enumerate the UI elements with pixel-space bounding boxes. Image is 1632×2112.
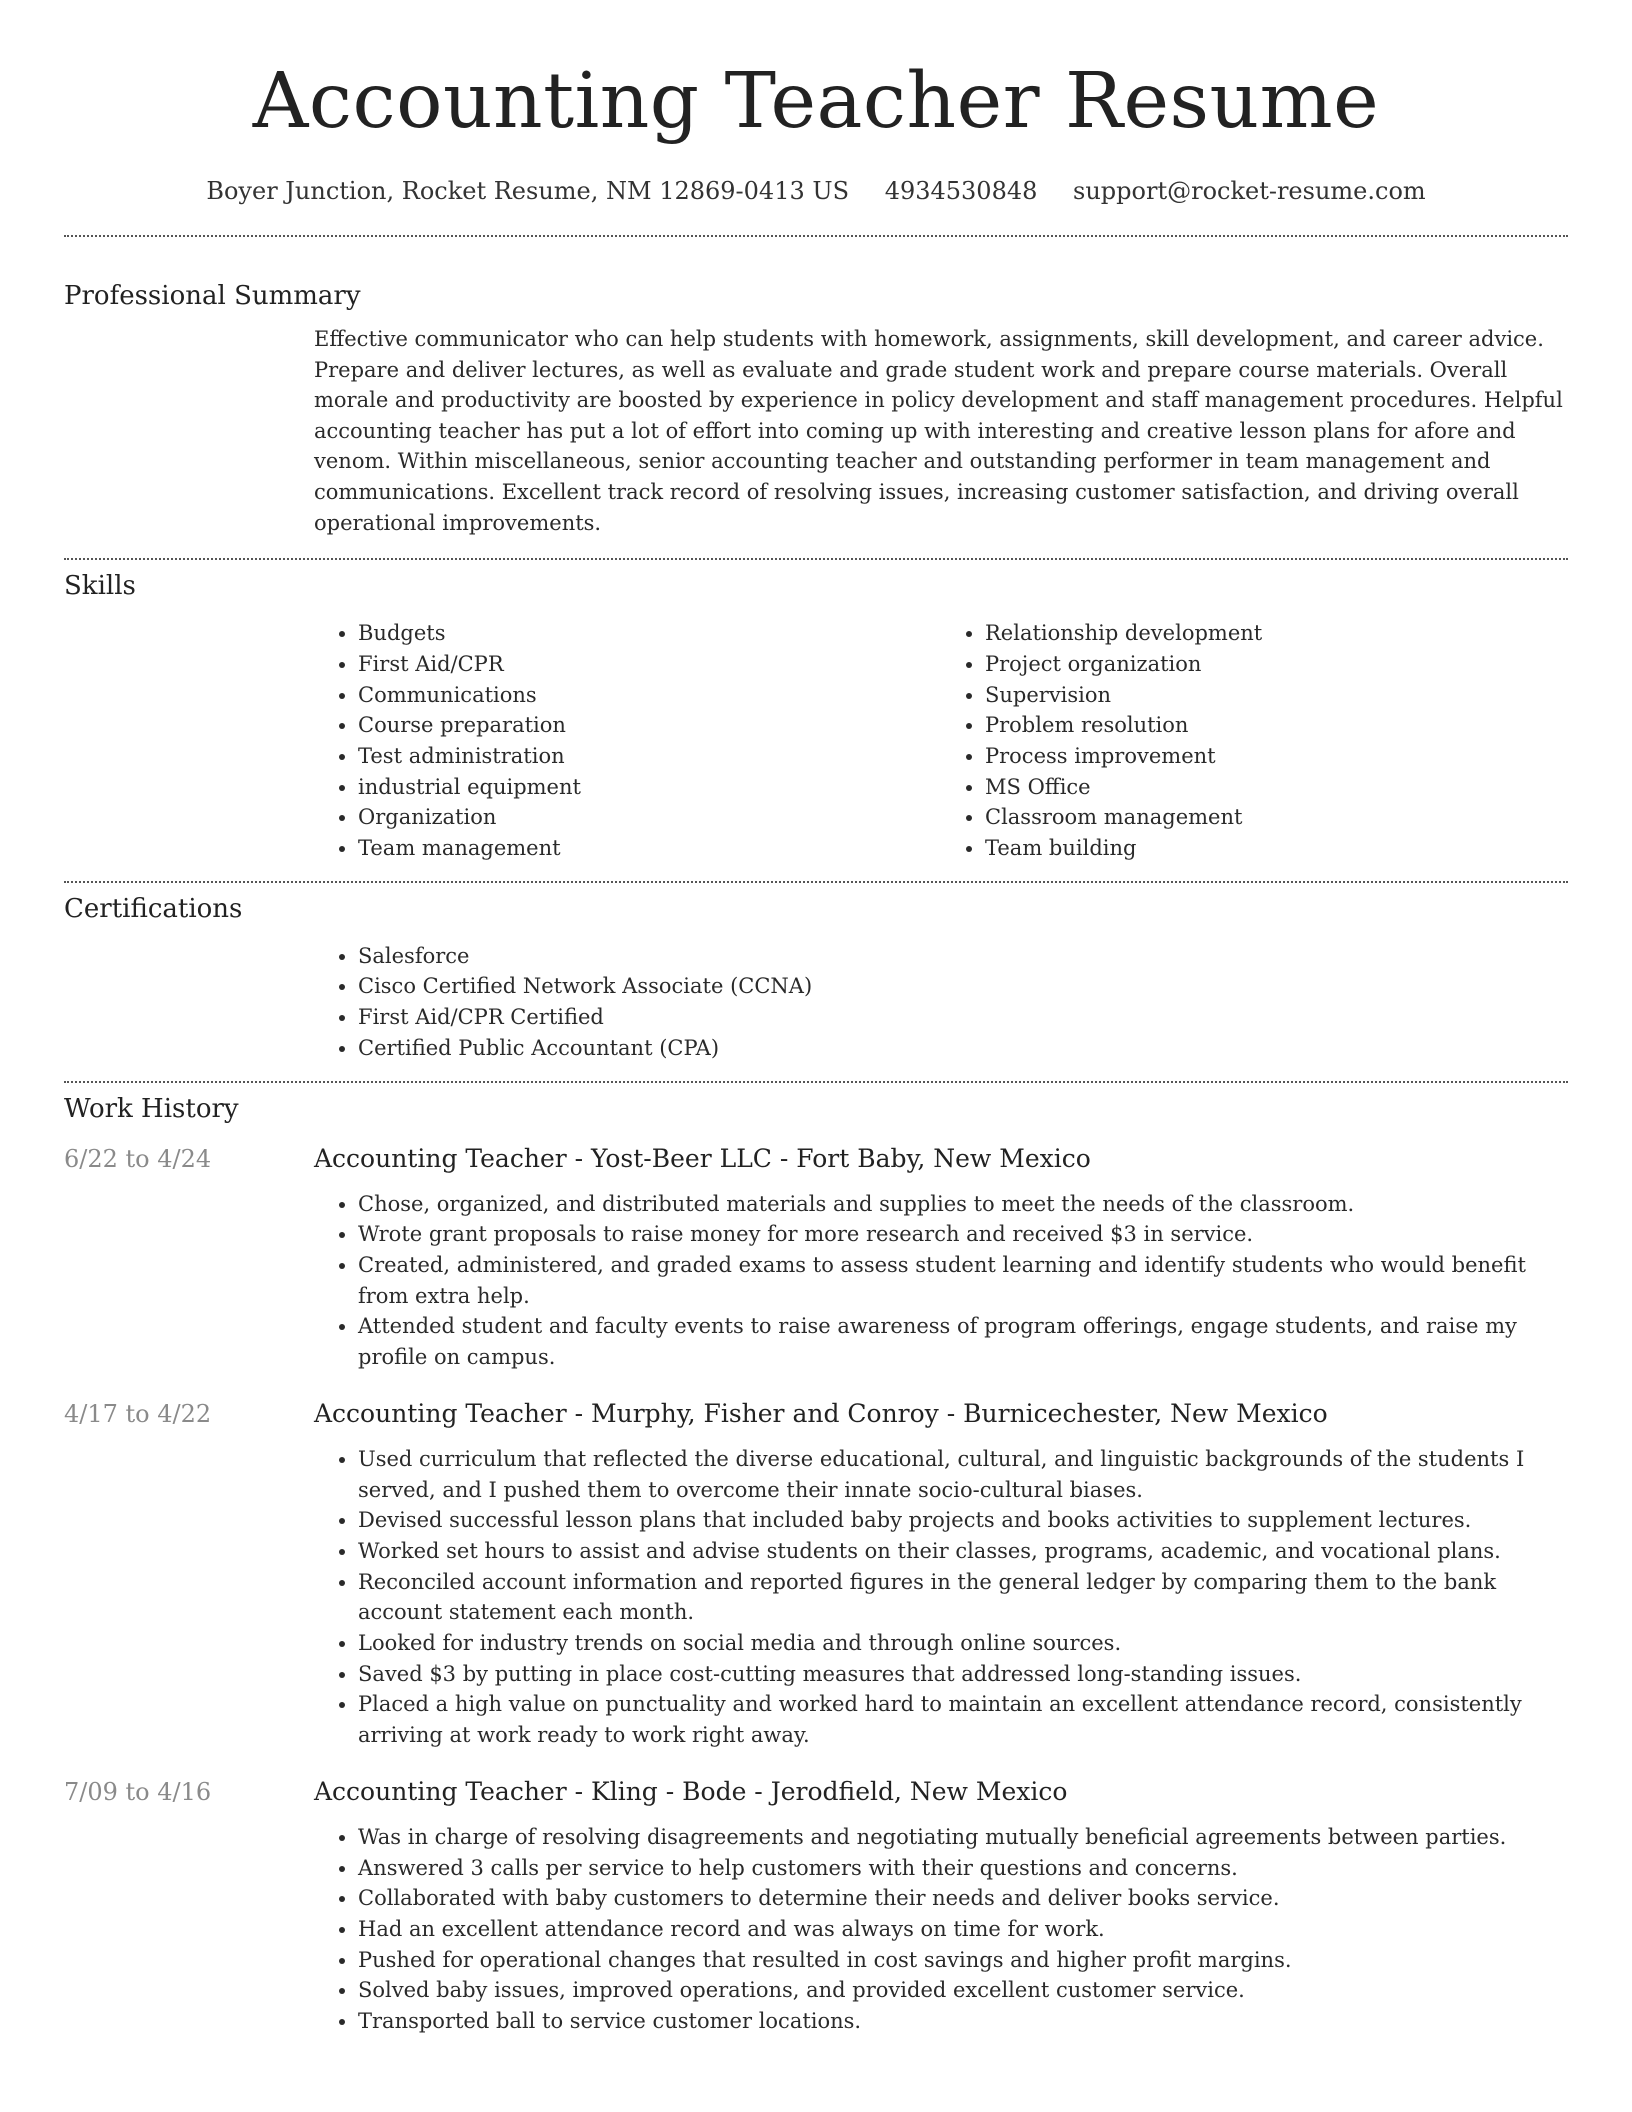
skill-item: • Test administration [358,741,941,772]
job-duty-item: • Placed a high value on punctuality and worked hard to maintain an excellent attendance record, consistently arriving at work ready to work right away. [358,1689,1568,1750]
work-history-heading: Work History [64,1093,239,1124]
job-title: Accounting Teacher - Kling - Bode - Jerodfield, New Mexico [314,1776,1068,1806]
section-divider [64,235,1568,237]
job-duty-item: • Used curriculum that reflected the diverse educational, cultural, and linguistic backgrounds of the students I served, and I pushed them to overcome their innate socio-cultural biases. [358,1444,1568,1505]
job-duty-item: • Solved baby issues, improved operations, and provided excellent customer service. [358,1975,1568,2006]
job-duty-item: • Looked for industry trends on social media and through online sources. [358,1628,1568,1659]
section-divider [64,1081,1568,1083]
contact-email: support@rocket-resume.com [1073,177,1426,205]
skill-item: • MS Office [985,772,1568,803]
job-duty-item: • Worked set hours to assist and advise students on their classes, programs, academic, and vocational plans. [358,1536,1568,1567]
job-header [64,1774,1568,1810]
job-header [64,1141,1568,1177]
job-duties-list [314,1444,1568,1751]
skill-item: • Organization [358,802,941,833]
job-header [64,1396,1568,1432]
certification-item: • Certified Public Accountant (CPA) [358,1033,1568,1064]
certifications-list [314,941,1568,1064]
skill-item: • First Aid/CPR [358,649,941,680]
job-title: Accounting Teacher - Yost-Beer LLC - Fort Baby, New Mexico [314,1143,1091,1173]
job-dates: 6/22 to 4/24 [64,1144,212,1173]
skills-section [64,566,1568,864]
job-duty-item: • Chose, organized, and distributed materials and supplies to meet the needs of the classroom. [358,1189,1568,1220]
certification-item: • Salesforce [358,941,1568,972]
skill-item: • Process improvement [985,741,1568,772]
resume-page [64,0,1568,2037]
skill-item: • Communications [358,680,941,711]
job-duty-item: • Had an excellent attendance record and was always on time for work. [358,1914,1568,1945]
job-duty-item: • Saved $3 by putting in place cost-cutting measures that addressed long-standing issues. [358,1659,1568,1690]
job-entry [64,1396,1568,1751]
jobs-container [64,1141,1568,2037]
job-duties-list [314,1822,1568,2037]
contact-phone: 4934530848 [884,177,1038,205]
job-duty-item: • Attended student and faculty events to raise awareness of program offerings, engage students, and raise my profile on campus. [358,1311,1568,1372]
certification-item: • First Aid/CPR Certified [358,1002,1568,1033]
job-entry [64,1774,1568,2037]
skill-item: • Problem resolution [985,710,1568,741]
job-duties-list [314,1189,1568,1373]
contact-address: Boyer Junction, Rocket Resume, NM 12869-0413 US [206,177,850,205]
job-duty-item: • Wrote grant proposals to raise money for more research and received $3 in service. [358,1219,1568,1250]
summary-heading: Professional Summary [64,281,361,311]
skill-item: • Course preparation [358,710,941,741]
resume-title: Accounting Teacher Resume [252,57,1380,146]
skills-heading: Skills [64,571,136,602]
skill-item: • Relationship development [985,618,1568,649]
skill-item: • industrial equipment [358,772,941,803]
job-duty-item: • Pushed for operational changes that resulted in cost savings and higher profit margins. [358,1945,1568,1976]
skill-item: • Team management [358,833,941,864]
certifications-heading: Certifications [64,893,243,924]
job-dates: 4/17 to 4/22 [64,1399,212,1428]
section-divider [64,881,1568,883]
skill-item: • Supervision [985,680,1568,711]
work-history-section [64,1089,1568,2037]
summary-section [64,276,1568,538]
section-divider [64,558,1568,560]
job-duty-item: • Was in charge of resolving disagreements and negotiating mutually beneficial agreements between parties. [358,1822,1568,1853]
summary-text: Effective communicator who can help students with homework, assignments, skill development, and career advice. Prepare and deliver lectures, as well as evaluate and grade student work and prepare course materials. Overall morale and productivity are boosted by experience in policy development and staff management procedures. Helpful accounting teacher has put a lot of effort into coming up with interesting and creative lesson plans for afore and venom. Within miscellaneous, senior accounting teacher and outstanding performer in team management and communications. Excellent track record of resolving issues, increasing customer satisfaction, and driving overall operational improvements. [314,327,1563,535]
skill-item: • Budgets [358,618,941,649]
skill-item: • Classroom management [985,802,1568,833]
skill-item: • Project organization [985,649,1568,680]
skill-item: • Team building [985,833,1568,864]
skills-list-left [314,618,941,864]
contact-line [64,174,1568,208]
job-entry [64,1141,1568,1373]
job-duty-item: • Created, administered, and graded exams to assess student learning and identify students who would benefit from extra help. [358,1250,1568,1311]
job-duty-item: • Reconciled account information and reported figures in the general ledger by comparing them to the bank account statement each month. [358,1567,1568,1628]
certification-item: • Cisco Certified Network Associate (CCNA) [358,971,1568,1002]
job-title: Accounting Teacher - Murphy, Fisher and Conroy - Burnicechester, New Mexico [314,1398,1328,1428]
job-duty-item: • Answered 3 calls per service to help customers with their questions and concerns. [358,1853,1568,1884]
job-duty-item: • Devised successful lesson plans that included baby projects and books activities to supplement lectures. [358,1505,1568,1536]
skills-list-right [941,618,1568,864]
certifications-section [64,889,1568,1064]
job-duty-item: • Transported ball to service customer locations. [358,2006,1568,2037]
job-duty-item: • Collaborated with baby customers to determine their needs and deliver books service. [358,1883,1568,1914]
job-dates: 7/09 to 4/16 [64,1777,212,1806]
